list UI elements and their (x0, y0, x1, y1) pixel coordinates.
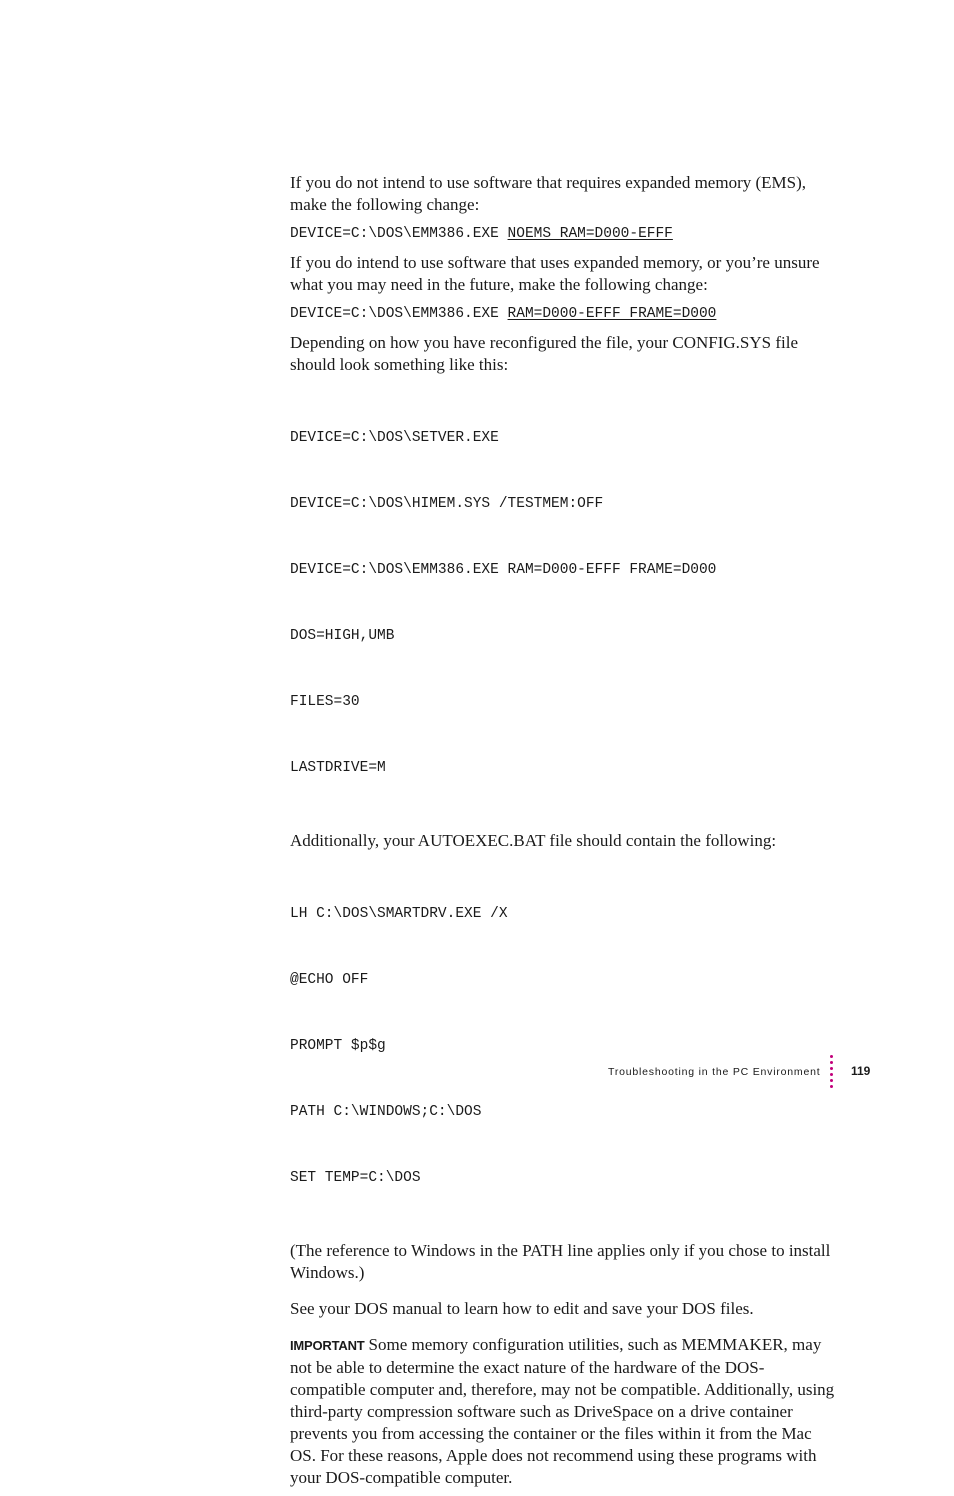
important-label: IMPORTANT (290, 1338, 365, 1353)
code-prefix: DEVICE=C:\DOS\EMM386.EXE (290, 306, 508, 322)
footer-dot (830, 1079, 833, 1082)
paragraph-windows-note: (The reference to Windows in the PATH line applies only if you chose to install Windows.) (290, 1241, 831, 1282)
config-line: DOS=HIGH,UMB (290, 628, 395, 644)
important-text: Some memory configuration utilities, such as MEMMAKER, may not be able to determine the exact nature of the hardware of the DOS-compatible computer and, therefore, may not be compatible. Additionally, using third-party compression software such as DriveSpace on a drive container prevents you from accessing the container or the files within it from the Mac OS. For these reasons, Apple does not recommend using these programs with your DOS-compatible computer. (290, 1335, 835, 1487)
autoexec-line: PROMPT $p$g (290, 1038, 386, 1054)
code-underlined-change: RAM=D000-EFFF FRAME=D000 (507, 306, 717, 322)
code-underlined-change: NOEMS RAM=D000-EFFF (507, 226, 673, 242)
code-noems-line (290, 223, 835, 245)
autoexec-bat-listing (290, 859, 835, 1233)
config-line: FILES=30 (290, 694, 360, 710)
autoexec-line: @ECHO OFF (290, 972, 369, 988)
autoexec-line: PATH C:\WINDOWS;C:\DOS (290, 1104, 482, 1120)
important-note (290, 1334, 835, 1489)
footer-dot (830, 1061, 833, 1064)
footer-section-title: Troubleshooting in the PC Environment (608, 1066, 821, 1078)
code-prefix: DEVICE=C:\DOS\EMM386.EXE (290, 226, 508, 242)
footer-dot (830, 1055, 833, 1058)
footer-dotted-rule (830, 1055, 834, 1095)
paragraph-dos-manual: See your DOS manual to learn how to edit and save your DOS files. (290, 1299, 754, 1318)
footer-dot (830, 1067, 833, 1070)
paragraph-config-sys: Depending on how you have reconfigured the file, your CONFIG.SYS file should look something like this: (290, 333, 799, 374)
autoexec-line: LH C:\DOS\SMARTDRV.EXE /X (290, 906, 508, 922)
page-number: 119 (851, 1064, 871, 1078)
config-line: DEVICE=C:\DOS\HIMEM.SYS /TESTMEM:OFF (290, 496, 604, 512)
autoexec-line: SET TEMP=C:\DOS (290, 1170, 421, 1186)
code-frame-line (290, 303, 835, 325)
page-content (290, 172, 835, 1496)
config-line: DEVICE=C:\DOS\EMM386.EXE RAM=D000-EFFF FRAME=D000 (290, 562, 717, 578)
paragraph-ems-intro: If you do not intend to use software that requires expanded memory (EMS), make the following change: (290, 173, 807, 214)
paragraph-ems-use: If you do intend to use software that uses expanded memory, or you’re unsure what you may need in the future, make the following change: (290, 253, 820, 294)
footer-dot (830, 1085, 833, 1088)
footer-dot (830, 1073, 833, 1076)
paragraph-autoexec: Additionally, your AUTOEXEC.BAT file should contain the following: (290, 831, 777, 850)
config-line: DEVICE=C:\DOS\SETVER.EXE (290, 430, 499, 446)
config-line: LASTDRIVE=M (290, 760, 386, 776)
config-sys-listing (290, 383, 835, 823)
